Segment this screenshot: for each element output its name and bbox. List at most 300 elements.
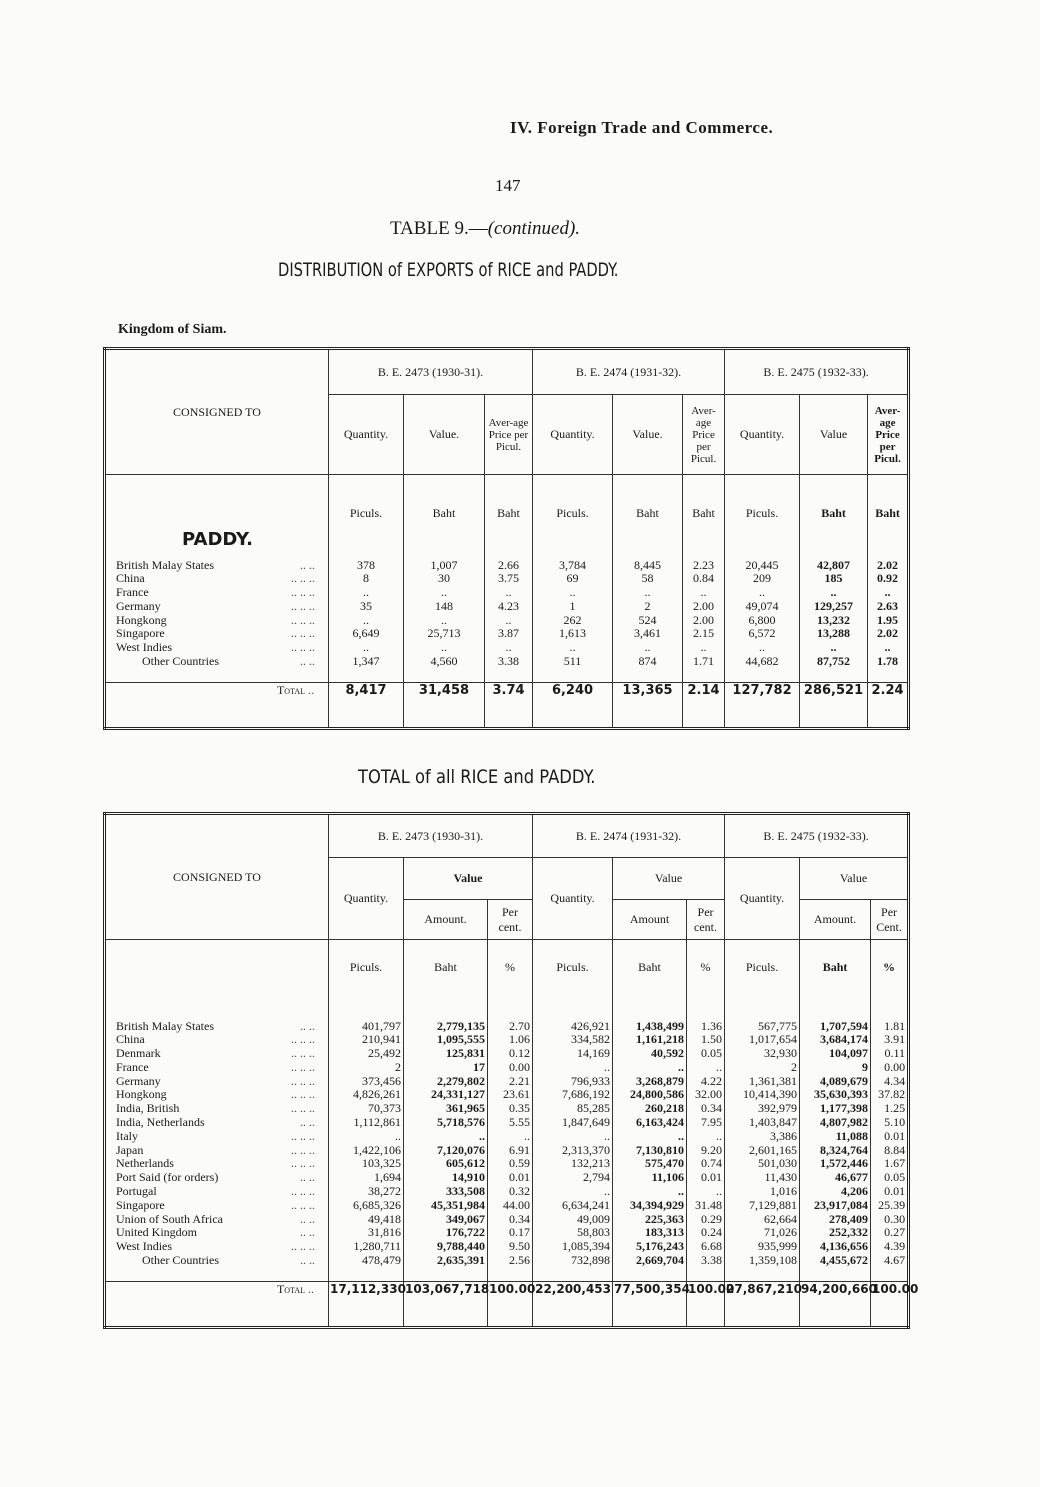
leader-dots: .. .. ..: [291, 1156, 315, 1171]
table-cell: 262: [533, 614, 613, 628]
table-cell: ..: [725, 641, 800, 655]
table-cell: 2.00: [683, 600, 725, 614]
table-cell: 1,359,108: [725, 1254, 800, 1268]
unit-label: Baht: [800, 475, 868, 521]
table-cell: 2.56: [488, 1254, 533, 1268]
table-cell: 38,272: [329, 1185, 404, 1199]
paddy-table: [103, 347, 910, 730]
table-cell: 732,898: [533, 1254, 613, 1268]
table-cell: 2,779,135: [404, 1020, 488, 1034]
country-cell: [105, 1088, 329, 1102]
table-cell: 1,016: [725, 1185, 800, 1199]
table-cell: 69: [533, 572, 613, 586]
table-cell: 87,752: [800, 655, 868, 669]
table-row: [105, 1199, 909, 1213]
table-cell: 1.36: [687, 1020, 725, 1034]
table-title-continued: (continued).: [487, 218, 581, 239]
table-cell: 1,694: [329, 1171, 404, 1185]
table-cell: 1,161,218: [613, 1033, 687, 1047]
country-name: India, British: [116, 1101, 180, 1116]
table-row: [105, 1102, 909, 1116]
year-header-2474: B. E. 2474 (1931-32).: [533, 349, 725, 395]
subheader: Value: [800, 395, 868, 475]
table-cell: 23,917,084: [800, 1199, 871, 1213]
total-cell: 103,067,718: [404, 1282, 488, 1328]
table-row: [105, 627, 909, 641]
country-name: Port Said (for orders): [116, 1170, 219, 1185]
table-cell: 1,403,847: [725, 1116, 800, 1130]
year-header-2475: B. E. 2475 (1932-33).: [725, 814, 909, 858]
country-cell: [105, 1157, 329, 1171]
country-name: British Malay States: [116, 1018, 214, 1033]
table-cell: 30: [404, 572, 485, 586]
table-cell: 1,613: [533, 627, 613, 641]
table-cell: 49,074: [725, 600, 800, 614]
total-table-body: [105, 1020, 909, 1268]
table-cell: 2.66: [485, 559, 533, 573]
section-header: IV. Foreign Trade and Commerce.: [510, 118, 774, 137]
paddy-units-row: [105, 475, 909, 521]
table-cell: 42,807: [800, 559, 868, 573]
table-cell: 0.17: [488, 1226, 533, 1240]
table-cell: 23.61: [488, 1088, 533, 1102]
year-header-2474: B. E. 2474 (1931-32).: [533, 814, 725, 858]
table-cell: ..: [485, 614, 533, 628]
unit-label: Baht: [404, 475, 485, 521]
unit-label: Baht: [683, 475, 725, 521]
table-cell: ..: [485, 641, 533, 655]
unit-label: Baht: [800, 940, 871, 996]
total-label-text: Total: [276, 683, 305, 698]
country-name: West Indies: [116, 1239, 173, 1254]
table-cell: 2.70: [488, 1020, 533, 1034]
table-cell: 4,089,679: [800, 1075, 871, 1089]
table-cell: 0.30: [871, 1213, 909, 1227]
table-cell: 3.38: [485, 655, 533, 669]
subheader: Amount.: [800, 900, 871, 940]
table-cell: ..: [533, 1130, 613, 1144]
unit-label: Piculs.: [725, 940, 800, 996]
table-row: [105, 572, 909, 586]
unit-label: Baht: [613, 940, 687, 996]
table-cell: ..: [687, 1185, 725, 1199]
table-cell: 349,067: [404, 1213, 488, 1227]
table-cell: 4.34: [871, 1075, 909, 1089]
table-cell: 209: [725, 572, 800, 586]
subheader: Aver-age Price per Picul.: [683, 395, 725, 475]
country-cell: [105, 572, 329, 586]
total-label: [105, 683, 329, 729]
year-header-2473: B. E. 2473 (1930-31).: [329, 814, 533, 858]
table-cell: 11,088: [800, 1130, 871, 1144]
table-cell: 4.23: [485, 600, 533, 614]
table-cell: 2,669,704: [613, 1254, 687, 1268]
table-cell: 70,373: [329, 1102, 404, 1116]
total-cell: 100.00: [488, 1282, 533, 1328]
table-cell: 0.12: [488, 1047, 533, 1061]
table-cell: 9: [800, 1061, 871, 1075]
country-cell: [105, 1254, 329, 1268]
table-row: [105, 1088, 909, 1102]
leader-dots: .. .. ..: [291, 1239, 315, 1254]
table-cell: 2.00: [683, 614, 725, 628]
unit-label: %: [687, 940, 725, 996]
paddy-table-body: [105, 559, 909, 669]
table-cell: ..: [533, 586, 613, 600]
table-cell: 2,313,370: [533, 1144, 613, 1158]
table-cell: 0.74: [687, 1157, 725, 1171]
table-cell: 3.91: [871, 1033, 909, 1047]
unit-label: Baht: [613, 475, 683, 521]
table-title-main: TABLE 9.—: [390, 218, 488, 239]
table-cell: 0.01: [871, 1130, 909, 1144]
leader-dots: .. .. ..: [291, 1184, 315, 1199]
table-cell: 0.11: [871, 1047, 909, 1061]
leader-dots: .. ..: [300, 557, 315, 572]
table-cell: 796,933: [533, 1075, 613, 1089]
table-cell: 0.05: [687, 1047, 725, 1061]
table-cell: 2.02: [868, 559, 909, 573]
country-name: Hongkong: [116, 612, 167, 627]
table-cell: 6,634,241: [533, 1199, 613, 1213]
country-name: United Kingdom: [116, 1225, 197, 1240]
table-cell: 1.78: [868, 655, 909, 669]
table-cell: 31.48: [687, 1199, 725, 1213]
table-cell: 0.24: [687, 1226, 725, 1240]
table-cell: 185: [800, 572, 868, 586]
total-cell: 127,782: [725, 683, 800, 729]
leader-dots: .. .. ..: [291, 1128, 315, 1143]
country-cell: [105, 655, 329, 669]
leader-dots: .. .. ..: [291, 585, 315, 600]
table-cell: 25,492: [329, 1047, 404, 1061]
leader-dots: .. .. ..: [291, 626, 315, 641]
table-cell: 2: [613, 600, 683, 614]
table-cell: 5,718,576: [404, 1116, 488, 1130]
leader-dots: .. ..: [300, 654, 315, 669]
table-cell: 210,941: [329, 1033, 404, 1047]
subheader: Value.: [404, 395, 485, 475]
table-cell: 4.39: [871, 1240, 909, 1254]
country-name: China: [116, 1032, 145, 1047]
leader-dots: .. .. ..: [291, 1142, 315, 1157]
leader-dots: .. ..: [300, 1253, 315, 1268]
total-label: [105, 1282, 329, 1328]
table-cell: 13,288: [800, 627, 868, 641]
table-cell: ..: [725, 586, 800, 600]
table-cell: 378: [329, 559, 404, 573]
unit-label: Piculs.: [725, 475, 800, 521]
country-name: Hongkong: [116, 1087, 167, 1102]
table-cell: 14,169: [533, 1047, 613, 1061]
table-cell: ..: [613, 586, 683, 600]
table-cell: 1.67: [871, 1157, 909, 1171]
year-header-2475: B. E. 2475 (1932-33).: [725, 349, 909, 395]
table-cell: 3.75: [485, 572, 533, 586]
table-row: [105, 641, 909, 655]
table-cell: 2,601,165: [725, 1144, 800, 1158]
country-name: Portugal: [116, 1184, 157, 1199]
table-cell: 478,479: [329, 1254, 404, 1268]
table-row: [105, 1061, 909, 1075]
table-cell: 4,136,656: [800, 1240, 871, 1254]
table-cell: 8,324,764: [800, 1144, 871, 1158]
table-cell: 125,831: [404, 1047, 488, 1061]
total-cell: 31,458: [404, 683, 485, 729]
subheader: Amount.: [404, 900, 488, 940]
leader-dots: .. .. ..: [291, 1046, 315, 1061]
country-cell: [105, 1061, 329, 1075]
table-cell: 58: [613, 572, 683, 586]
unit-label: Baht: [485, 475, 533, 521]
table-cell: ..: [613, 1185, 687, 1199]
table-cell: ..: [488, 1130, 533, 1144]
table-cell: 46,677: [800, 1171, 871, 1185]
table-cell: 6,649: [329, 627, 404, 641]
table-row: [105, 1033, 909, 1047]
country-name: Germany: [116, 1073, 161, 1088]
table-cell: 6,572: [725, 627, 800, 641]
value-group-header: Value: [404, 858, 533, 900]
table-row: [105, 1171, 909, 1185]
country-name: West Indies: [116, 640, 173, 655]
unit-label: Piculs.: [533, 940, 613, 996]
table-row: [105, 586, 909, 600]
table-row: [105, 1144, 909, 1158]
table-cell: 334,582: [533, 1033, 613, 1047]
table-cell: 1,422,106: [329, 1144, 404, 1158]
total-dots: ..: [308, 1282, 314, 1297]
table-cell: 5.10: [871, 1116, 909, 1130]
country-cell: [105, 1144, 329, 1158]
table-cell: 1,112,861: [329, 1116, 404, 1130]
table-cell: 37.82: [871, 1088, 909, 1102]
table-cell: 2,279,802: [404, 1075, 488, 1089]
table-cell: 9.20: [687, 1144, 725, 1158]
country-name: Netherlands: [116, 1156, 174, 1171]
country-name: China: [116, 571, 145, 586]
table-cell: 14,910: [404, 1171, 488, 1185]
table-row: [105, 559, 909, 573]
table-cell: ..: [687, 1130, 725, 1144]
table-cell: 1,177,398: [800, 1102, 871, 1116]
table-cell: 35,630,393: [800, 1088, 871, 1102]
table-cell: 0.34: [488, 1213, 533, 1227]
table-cell: 2,635,391: [404, 1254, 488, 1268]
table-cell: 24,800,586: [613, 1088, 687, 1102]
table-cell: 4.67: [871, 1254, 909, 1268]
table-cell: 2.23: [683, 559, 725, 573]
table-cell: 44,682: [725, 655, 800, 669]
table-cell: 3.38: [687, 1254, 725, 1268]
country-cell: [105, 1102, 329, 1116]
table-cell: 25.39: [871, 1199, 909, 1213]
table-cell: 7,120,076: [404, 1144, 488, 1158]
table-cell: 183,313: [613, 1226, 687, 1240]
table-cell: 32.00: [687, 1088, 725, 1102]
table-cell: 148: [404, 600, 485, 614]
country-name: France: [116, 1059, 149, 1074]
table-cell: 1.50: [687, 1033, 725, 1047]
unit-label: Piculs.: [533, 475, 613, 521]
quantity-header: Quantity.: [329, 858, 404, 940]
table-cell: 7.95: [687, 1116, 725, 1130]
table-cell: 1,361,381: [725, 1075, 800, 1089]
total-cell: 6,240: [533, 683, 613, 729]
table-cell: 129,257: [800, 600, 868, 614]
value-group-header: Value: [613, 858, 725, 900]
table-cell: 0.32: [488, 1185, 533, 1199]
total-table-title: TOTAL of all RICE and PADDY.: [358, 766, 596, 788]
table-cell: 49,418: [329, 1213, 404, 1227]
table-cell: ..: [533, 1185, 613, 1199]
table-cell: 3,386: [725, 1130, 800, 1144]
country-name: Denmark: [116, 1046, 161, 1061]
table-cell: ..: [329, 614, 404, 628]
table-cell: 0.84: [683, 572, 725, 586]
table-cell: 6.91: [488, 1144, 533, 1158]
table-cell: 1.71: [683, 655, 725, 669]
unit-label: Baht: [868, 475, 909, 521]
country-cell: [105, 1116, 329, 1130]
leader-dots: .. .. ..: [291, 1197, 315, 1212]
country-cell: [105, 1020, 329, 1034]
table-cell: ..: [404, 1130, 488, 1144]
total-units-row: [105, 940, 909, 996]
table-cell: 71,026: [725, 1226, 800, 1240]
value-group-header: Value: [800, 858, 909, 900]
table-row: [105, 1020, 909, 1034]
table-cell: 3,784: [533, 559, 613, 573]
country-cell: [105, 1226, 329, 1240]
country-cell: [105, 600, 329, 614]
table-cell: 3.87: [485, 627, 533, 641]
table-cell: ..: [613, 641, 683, 655]
table-cell: 1,085,394: [533, 1240, 613, 1254]
table-cell: 7,129,881: [725, 1199, 800, 1213]
table-cell: 0.00: [488, 1061, 533, 1075]
table-cell: 935,999: [725, 1240, 800, 1254]
table-cell: 4,807,982: [800, 1116, 871, 1130]
total-cell: 3.74: [485, 683, 533, 729]
total-dots: ..: [308, 683, 314, 698]
country-cell: [105, 1240, 329, 1254]
table-cell: 5,176,243: [613, 1240, 687, 1254]
table-cell: 605,612: [404, 1157, 488, 1171]
table-cell: 392,979: [725, 1102, 800, 1116]
table-row: [105, 614, 909, 628]
table-row: [105, 1047, 909, 1061]
table-cell: 0.00: [871, 1061, 909, 1075]
quantity-header: Quantity.: [725, 858, 800, 940]
table-cell: 1,347: [329, 655, 404, 669]
table-cell: 10,414,390: [725, 1088, 800, 1102]
table-cell: 24,331,127: [404, 1088, 488, 1102]
table-cell: 1,847,649: [533, 1116, 613, 1130]
total-label-text: Total: [276, 1282, 305, 1297]
table-cell: 0.27: [871, 1226, 909, 1240]
table-row: [105, 1226, 909, 1240]
total-table: [103, 812, 919, 1329]
table-cell: ..: [800, 586, 868, 600]
unit-label: Baht: [404, 940, 488, 996]
table-cell: 0.29: [687, 1213, 725, 1227]
table-cell: 8.84: [871, 1144, 909, 1158]
leader-dots: .. .. ..: [291, 571, 315, 586]
country-cell: [105, 1185, 329, 1199]
country-cell: [105, 1213, 329, 1227]
country-name: Singapore: [116, 1197, 165, 1212]
table-row: [105, 600, 909, 614]
consigned-to-header: CONSIGNED TO: [105, 349, 329, 475]
table-cell: 4,455,672: [800, 1254, 871, 1268]
table-cell: 401,797: [329, 1020, 404, 1034]
paddy-section-label: PADDY.: [105, 521, 329, 559]
table-cell: 20,445: [725, 559, 800, 573]
unit-label: Piculs.: [329, 940, 404, 996]
table-cell: ..: [404, 641, 485, 655]
country-name: British Malay States: [116, 557, 214, 572]
table-cell: ..: [800, 641, 868, 655]
country-name: Other Countries: [142, 654, 219, 669]
grand-total-row: [105, 1282, 909, 1328]
country-name: Germany: [116, 598, 161, 613]
table-cell: ..: [683, 641, 725, 655]
leader-dots: .. .. ..: [291, 1087, 315, 1102]
table-cell: ..: [533, 641, 613, 655]
table-row: [105, 1157, 909, 1171]
leader-dots: .. .. ..: [291, 1032, 315, 1047]
table-title: [390, 218, 580, 240]
unit-label: Piculs.: [329, 475, 404, 521]
table-cell: ..: [329, 641, 404, 655]
subheader: Value.: [613, 395, 683, 475]
table-cell: 2.21: [488, 1075, 533, 1089]
table-cell: ..: [868, 586, 909, 600]
table-cell: 1,280,711: [329, 1240, 404, 1254]
table-cell: 225,363: [613, 1213, 687, 1227]
country-cell: [105, 1033, 329, 1047]
kingdom-label: Kingdom of Siam.: [118, 322, 227, 337]
table-cell: 1,572,446: [800, 1157, 871, 1171]
table-cell: 2: [725, 1061, 800, 1075]
table-cell: 103,325: [329, 1157, 404, 1171]
subheader: Quantity.: [329, 395, 404, 475]
country-cell: [105, 586, 329, 600]
quantity-header: Quantity.: [533, 858, 613, 940]
table-cell: 2.63: [868, 600, 909, 614]
consigned-to-header: CONSIGNED TO: [105, 814, 329, 940]
table-cell: 1,007: [404, 559, 485, 573]
leader-dots: .. .. ..: [291, 598, 315, 613]
table-cell: 7,130,810: [613, 1144, 687, 1158]
table-cell: 44.00: [488, 1199, 533, 1213]
table-cell: 2.02: [868, 627, 909, 641]
table-cell: 575,470: [613, 1157, 687, 1171]
country-cell: [105, 1199, 329, 1213]
table-cell: 278,409: [800, 1213, 871, 1227]
table-cell: 5.55: [488, 1116, 533, 1130]
table-cell: 1.81: [871, 1020, 909, 1034]
total-cell: 77,500,354: [613, 1282, 687, 1328]
country-name: Italy: [116, 1128, 138, 1143]
country-cell: [105, 627, 329, 641]
table-cell: 13,232: [800, 614, 868, 628]
table-cell: 1.95: [868, 614, 909, 628]
subheader: Aver-age Price per Picul.: [868, 395, 909, 475]
total-cell: 22,200,453: [533, 1282, 613, 1328]
subheader: Per cent.: [488, 900, 533, 940]
